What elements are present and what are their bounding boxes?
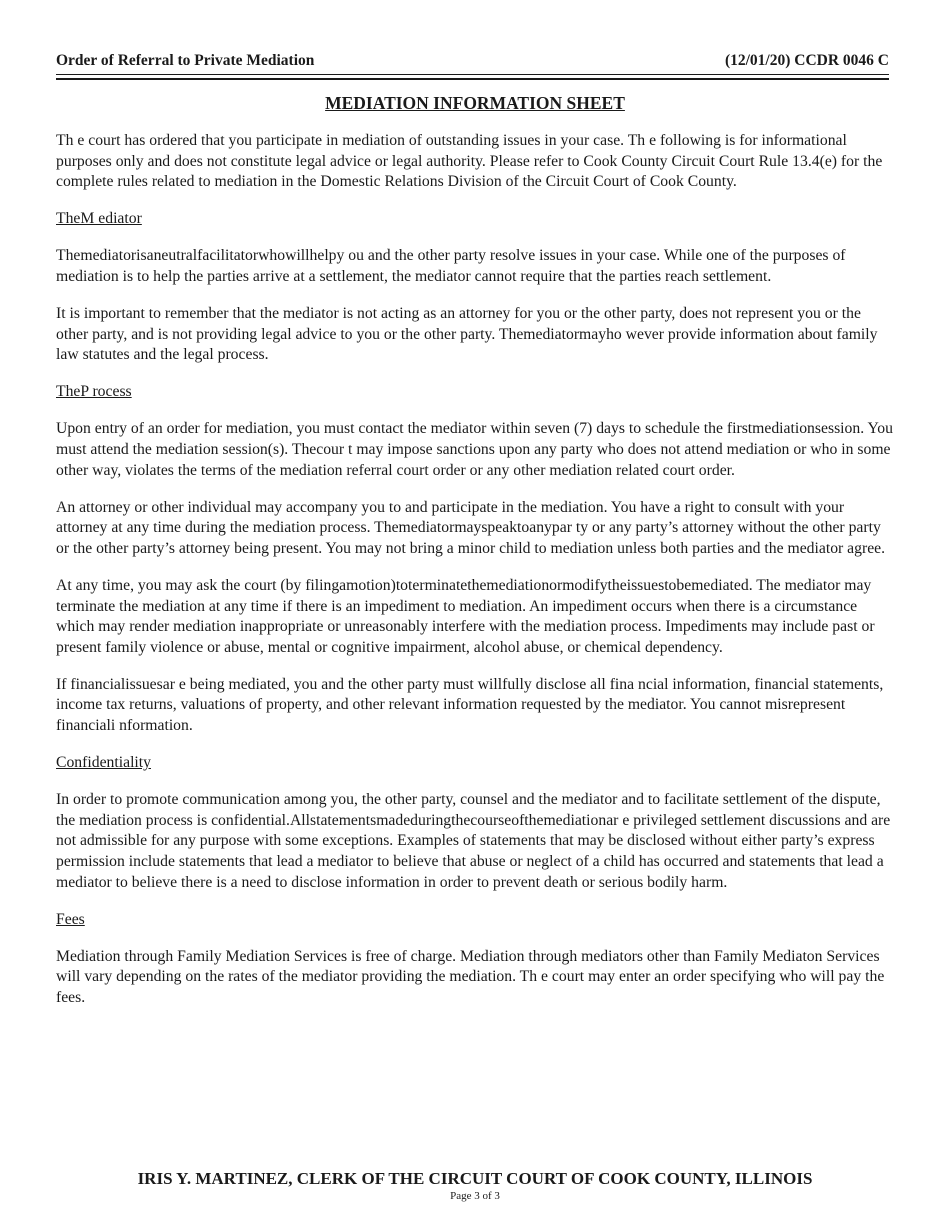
page-title: MEDIATION INFORMATION SHEET bbox=[325, 93, 625, 113]
page-number: Page 3 of 3 bbox=[450, 1190, 500, 1202]
body-paragraph: It is important to remember that the mediator is not acting as an attorney for you or the other party, does not represent you or the other party, and is not providing legal advice to you or the other party. Themediatormayho wever provide information about family law statutes and the legal process. bbox=[56, 305, 878, 364]
section-heading-process: TheP rocess bbox=[56, 383, 132, 401]
form-number: (12/01/20) CCDR 0046 C bbox=[724, 52, 889, 69]
body-paragraph: Themediatorisaneutralfacilitatorwhowillhelpy ou and the other party resolve issues in your case. While one of the purposes of mediation is to help the parties arrive at a settlement, the mediator cannot require that the parties reach settlement. bbox=[56, 247, 846, 285]
clerk-footer: IRIS Y. MARTINEZ, CLERK OF THE CIRCUIT COURT OF COOK COUNTY, ILLINOIS bbox=[137, 1169, 813, 1188]
body-paragraph: If financialissuesar e being mediated, you and the other party must willfully disclose all fina ncial information, financial statements, income tax returns, valuations of property, and other relevant information requested by the mediator. You cannot misrepresent financiali nformation. bbox=[56, 675, 884, 735]
body-paragraph: An attorney or other individual may accompany you to and participate in the mediation. You have a right to consult with your attorney at any time during the mediation process. Themediatormayspeaktoanypar ty or any party’s attorney without the other party or the other party’s attorney being present. You may not bring a minor child to mediation unless both parties and the mediator agree. bbox=[56, 498, 886, 557]
body-paragraph: At any time, you may ask the court (by filingamotion)toterminatethemediationormodifytheissuestobemediated. The mediator may terminate the mediation at any time if there is an impediment to mediation. An impediment occurs when there is a circumstance which may render mediation inappropriate or unreasonably interfere with the mediation process. Impediments may include past or present family violence or abuse, mental or cognitive impairment, alcohol abuse, or chemical dependency. bbox=[56, 577, 875, 656]
header-rule-thin bbox=[56, 74, 889, 75]
header-rule-thick bbox=[56, 78, 889, 80]
document-body bbox=[56, 131, 894, 1025]
body-paragraph: In order to promote communication among you, the other party, counsel and the mediator and to facilitate settlement of the dispute, the mediation process is confidential.Allstatementsmadeduringthecourseofthemediationar e privileged settlement discussions and are not admissible for any purpose with some exceptions. Examples of statements that may be disclosed without either party’s express permission include statements that lead a mediator to believe that abuse or neglect of a child has occurred and statements that lead a mediator to believe there is a need to disclose information in order to prevent death or serious bodily harm. bbox=[56, 791, 891, 891]
form-title: Order of Referral to Private Mediation bbox=[56, 52, 315, 69]
document-header bbox=[56, 52, 889, 70]
body-paragraph: Upon entry of an order for mediation, you must contact the mediator within seven (7) days to schedule the firstmediationsession. You must attend the mediation session(s). Thecour t may impose sanctions upon any party who does not attend mediation or who in some other way, violates the terms of the mediation referral court order or any other mediation related court order. bbox=[56, 420, 893, 479]
section-heading-mediator: TheM ediator bbox=[56, 210, 142, 228]
section-heading-fees: Fees bbox=[56, 910, 85, 928]
body-paragraph: Mediation through Family Mediation Services is free of charge. Mediation through mediators other than Family Mediaton Services will vary depending on the rates of the mediator providing the mediation. Th e court may enter an order specifying who will pay the fees. bbox=[56, 947, 885, 1006]
section-heading-confidentiality: Confidentiality bbox=[56, 754, 151, 772]
intro-paragraph: Th e court has ordered that you participate in mediation of outstanding issues in your case. Th e following is for informational purposes only and does not constitute legal advice or legal authority. Please refer to Cook County Circuit Court Rule 13.4(e) for the complete rules related to mediation in the Domestic Relations Division of the Circuit Court of Cook County. bbox=[56, 132, 883, 191]
